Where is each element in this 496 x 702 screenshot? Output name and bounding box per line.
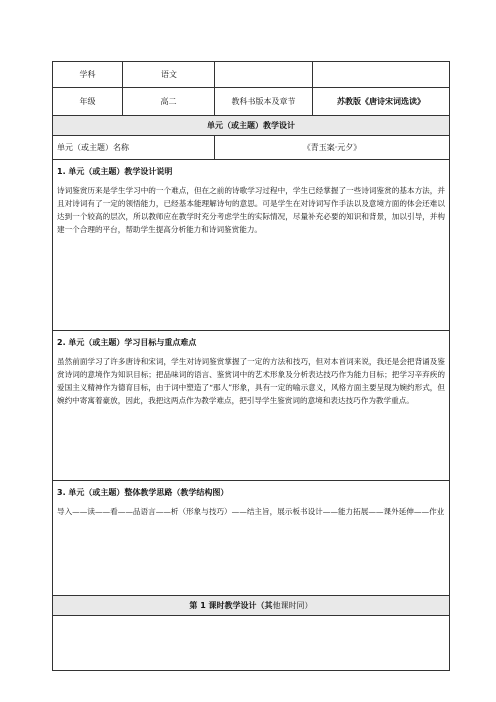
section-title: 2. 单元（或主题）学习目标与重点难点 xyxy=(57,338,197,347)
grade-label: 年级 xyxy=(53,88,123,116)
lesson-content-cell xyxy=(53,616,450,671)
lesson-plan-document xyxy=(52,61,449,671)
lesson-plan-table xyxy=(52,61,450,671)
unit-name-value: 《青玉案·元夕》 xyxy=(215,136,450,160)
section-title: 3. 单元（或主题）整体教学思路（教学结构图） xyxy=(57,488,229,497)
unit-name-label: 单元（或主题）名称 xyxy=(53,136,215,160)
unit-design-title: 单元（或主题）教学设计 xyxy=(53,116,450,136)
lesson-content-row xyxy=(53,616,450,671)
subject-label: 学科 xyxy=(53,62,123,88)
design-explanation-section xyxy=(53,160,450,331)
lesson-title-bold: 第 1 课时教学设计（其 xyxy=(189,601,273,610)
lesson-title-normal: 他课时同） xyxy=(272,601,313,610)
unit-design-title-row xyxy=(53,116,450,136)
section-row xyxy=(53,331,450,481)
learning-goals-section xyxy=(53,331,450,481)
lesson-title xyxy=(53,596,450,616)
section-row xyxy=(53,481,450,596)
empty-cell xyxy=(313,62,450,88)
lesson-title-row xyxy=(53,596,450,616)
grade-value: 高二 xyxy=(123,88,215,116)
subject-row xyxy=(53,62,450,88)
section-body: 导入——读——看——品语言——析（形象与技巧）——结主旨，展示板书设计——能力拓展——课外延伸——作业 xyxy=(57,507,445,516)
textbook-value: 苏教版《唐诗宋词选读》 xyxy=(313,88,450,116)
empty-cell xyxy=(215,62,313,88)
textbook-label: 教科书版本及章节 xyxy=(215,88,313,116)
section-row xyxy=(53,160,450,331)
section-body: 诗词鉴赏历来是学生学习中的一个难点，但在之前的诗歌学习过程中，学生已经掌握了一些诗词鉴赏的基本方法，并且对诗词有了一定的领悟能力，已经基本能理解诗句的意思。可是学生在对诗词写作手法以及意境方面的体会还难以达到一个较高的层次，所以教师应在教学时充分考虑学生的实际情况，尽量补充必要的知识和背景，加以引导，并构建一个合理的平台，帮助学生提高分析能力和诗词鉴赏能力。 xyxy=(57,186,445,234)
subject-value: 语文 xyxy=(123,62,215,88)
unit-name-row xyxy=(53,136,450,160)
teaching-approach-section xyxy=(53,481,450,596)
section-body: 虽然前面学习了许多唐诗和宋词，学生对诗词鉴赏掌握了一定的方法和技巧，但对本首词来说，我还是会把背诵及鉴赏诗词的意境作为知识目标；把品味词的语言、鉴赏词中的艺术形象及分析表达技巧作为能力目标；把学习辛弃疾的爱国主义精神作为德育目标，由于词中塑造了“那人”形象，具有一定的喻示意义，风格方面主要呈现为婉约形式，但婉约中寄寓着豪放，因此，我把这两点作为教学难点，把引导学生鉴赏词的意境和表达技巧作为教学重点。 xyxy=(57,357,445,405)
grade-row xyxy=(53,88,450,116)
section-title: 1. 单元（或主题）教学设计说明 xyxy=(57,167,173,176)
